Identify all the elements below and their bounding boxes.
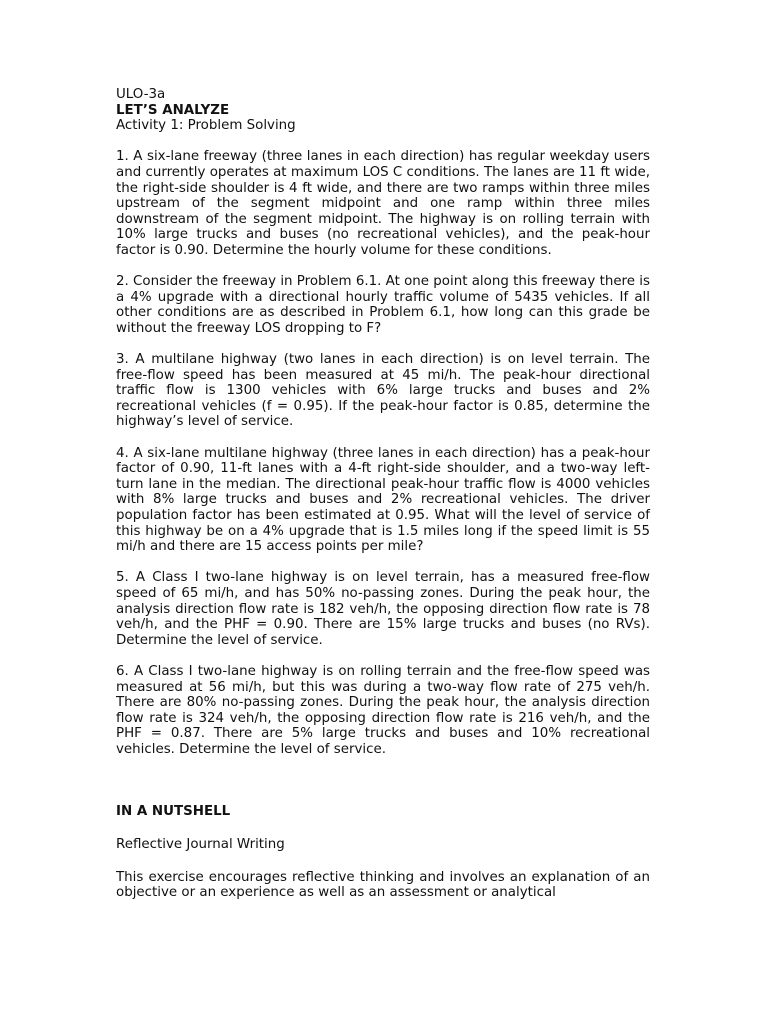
activity-title: Activity 1: Problem Solving xyxy=(116,118,296,134)
nutshell-subheading: Reflective Journal Writing xyxy=(116,836,285,852)
problem-5: 5. A Class I two-lane highway is on level terrain, has a measured free-flow speed of 65 mi/h, and has 50% no-passing zones. During the peak hour, the analysis direction flow rate is 182 veh/h, the opposing direction flow rate is 78 veh/h, and the PHF = 0.90. There are 15% large trucks and buses (no RVs). Determine the level of service. xyxy=(116,570,650,648)
problem-2: 2. Consider the freeway in Problem 6.1. At one point along this freeway there is a 4% upgrade with a directional hourly traffic volume of 5435 vehicles. If all other conditions are as described in Problem 6.1, how long can this grade be without the freeway LOS dropping to F? xyxy=(116,274,650,336)
problem-3: 3. A multilane highway (two lanes in each direction) is on level terrain. The free-flow speed has been measured at 45 mi/h. The peak-hour directional traffic flow is 1300 vehicles with 6% large trucks and buses and 2% recreational vehicles (f = 0.95). If the peak-hour factor is 0.85, determine the highway’s level of service. xyxy=(116,352,650,430)
problem-1: 1. A six-lane freeway (three lanes in each direction) has regular weekday users and currently operates at maximum LOS C conditions. The lanes are 11 ft wide, the right-side shoulder is 4 ft wide, and there are two ramps within three miles upstream of the segment midpoint and one ramp within three miles downstream of the segment midpoint. The highway is on rolling terrain with 10% large trucks and buses (no recreational vehicles), and the peak-hour factor is 0.90. Determine the hourly volume for these conditions. xyxy=(116,149,650,258)
problem-6: 6. A Class I two-lane highway is on rolling terrain and the free-flow speed was measured at 56 mi/h, but this was during a two-way flow rate of 275 veh/h. There are 80% no-passing zones. During the peak hour, the analysis direction flow rate is 324 veh/h, the opposing direction flow rate is 216 veh/h, and the PHF = 0.87. There are 5% large trucks and buses and 10% recreational vehicles. Determine the level of service. xyxy=(116,663,650,757)
document-content xyxy=(116,87,650,901)
unit-code: ULO-3a xyxy=(116,87,166,102)
section-heading: LET’S ANALYZE xyxy=(116,102,230,118)
nutshell-heading: IN A NUTSHELL xyxy=(116,804,231,820)
problem-4: 4. A six-lane multilane highway (three lanes in each direction) has a peak-hour factor of 0.90, 11-ft lanes with a 4-ft right-side shoulder, and a two-way left-turn lane in the median. The directional peak-hour traffic flow is 4000 vehicles with 8% large trucks and buses and 2% recreational vehicles. The driver population factor has been estimated at 0.95. What will the level of service of this highway be on a 4% upgrade that is 1.5 miles long if the speed limit is 55 mi/h and there are 15 access points per mile? xyxy=(116,445,650,555)
nutshell-paragraph: This exercise encourages reflective thinking and involves an explanation of an objective or an experience as well as an assessment or analytical xyxy=(116,869,650,901)
